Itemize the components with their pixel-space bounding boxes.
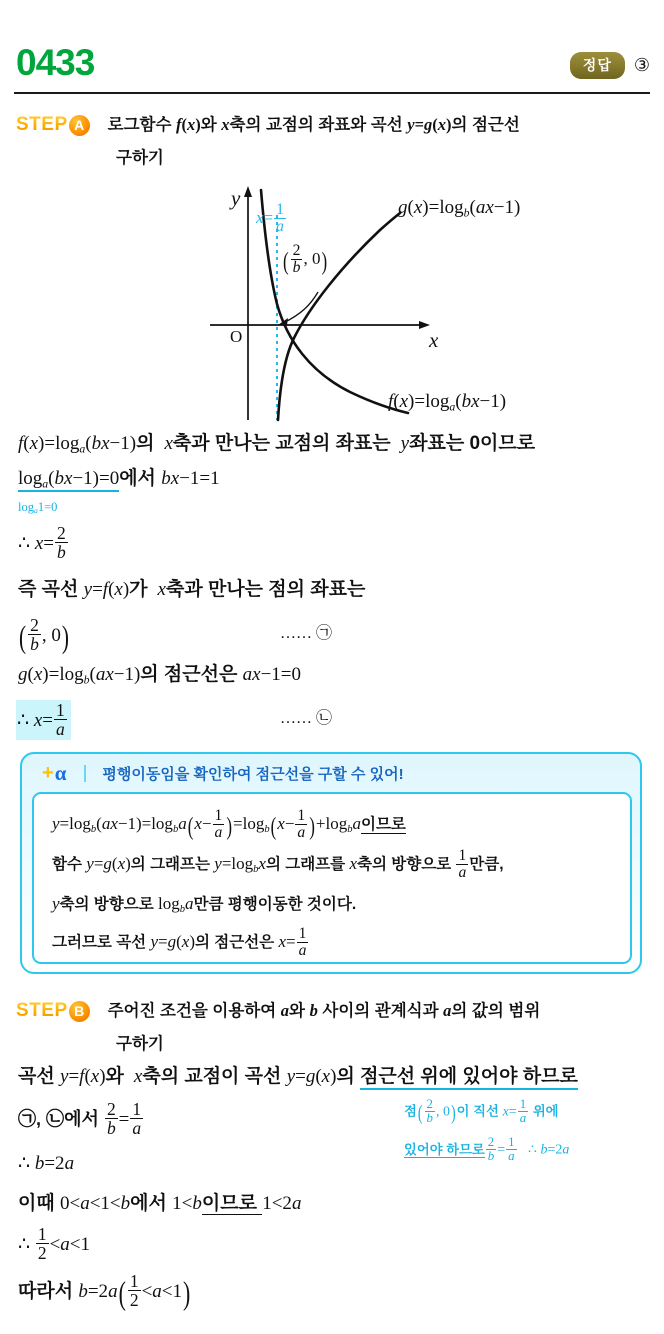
step-a-badge: A (69, 115, 90, 136)
stepB-side-note-line2: 있어야 하므로 $\frac{2}{b}$ = $\frac{1}{a}$ ∴ b=2a (404, 1135, 570, 1164)
plus-alpha-line-2: 함수 y=g(x)의 그래프는 $y=\log_bx$의 그래프를 x축의 방향으로 $\frac{1}{a}$ 만큼, (52, 847, 504, 882)
graph-curve-g-label: $g(x)=\log_b(ax-1)$ (398, 197, 521, 220)
stepA-line1-kr-c: 좌표는 0이므로 (409, 433, 536, 454)
sb-l1-d: 의 (336, 1066, 361, 1087)
sb-l6-a: 따라서 (18, 1281, 79, 1303)
step-b-title-pre: 주어진 조건을 이용하여 (107, 1002, 281, 1020)
pa-l4-a: 그러므로 곡선 (52, 934, 151, 952)
sb-l4-b: 에서 (130, 1193, 173, 1214)
stepA-line4-kr-c: 축과 만나는 점의 좌표는 (165, 579, 366, 600)
answer-badge: 정답 (570, 52, 625, 79)
sb-l1-underlined: 점근선 위에 있어야 하므로 (360, 1066, 578, 1090)
sb-l1-b: 와 (105, 1066, 130, 1087)
step-b-word: STEP (16, 1000, 68, 1022)
pa-l2-c: 의 그래프를 (265, 856, 350, 874)
page-header (0, 0, 664, 96)
stepA-line-5: ( $\frac{2}{b}$ , 0) (19, 615, 69, 656)
header-divider (14, 92, 650, 94)
step-a-title-line2: 구하기 (116, 149, 164, 167)
stepA-line-2: $\log_a(bx-1)=0$에서 bx−1=1 (18, 468, 220, 491)
step-b-heading (16, 998, 540, 1024)
stepA-line-1: $f(x)=\log_a(bx-1)$의 x축과 만나는 교점의 좌표는 y좌표는 0이므로 (18, 433, 536, 456)
stepA-ref-1: …… ㉠ (280, 625, 333, 642)
stepA-line1-kr-b: 축과 만나는 교점의 좌표는 (172, 433, 396, 454)
plus-alpha-header (22, 754, 640, 792)
stepA-line2-kr: 에서 (119, 468, 162, 489)
step-a-word: STEP (16, 114, 68, 136)
stepA-line6-kr: 의 점근선은 (140, 664, 243, 685)
plus-alpha-line1-tail: 이므로 (360, 816, 406, 834)
graph-curve-f-label: $f(x)=\log_a(bx-1)$ (388, 391, 507, 414)
plus-alpha-line-3: y축의 방향으로 $\log_ba$만큼 평행이동한 것이다. (52, 894, 357, 915)
pa-l2-d: 축의 방향으로 (357, 856, 456, 874)
stepB-line-1: 곡선 y=f(x)와 x축의 교점이 곡선 y=g(x)의 점근선 위에 있어야 하므로 (18, 1065, 578, 1089)
logarithm-graph-figure (190, 180, 600, 430)
sb-l4-a: 이때 (18, 1193, 60, 1214)
stepA-line1-kr-a: 의 (136, 433, 160, 454)
step-a-title: 로그함수 f(x)와 x축의 교점의 좌표와 곡선 y=g(x)의 점근선 (107, 115, 520, 134)
pa-l2-b: 의 그래프는 (130, 856, 215, 874)
stepA-note-log: $\log_a1=0$ (18, 500, 58, 516)
step-b-title: 주어진 조건을 이용하여 a와 b 사이의 관계식과 a의 값의 범위 (107, 1001, 541, 1020)
answer-group (570, 52, 650, 79)
graph-x-label: x (429, 328, 439, 352)
alpha-icon: α (54, 760, 67, 785)
sb-l4-c: 이므로 (201, 1193, 263, 1214)
plus-icon: + (42, 762, 54, 784)
plus-alpha-inner-panel (32, 792, 632, 964)
stepA-line-6: $g(x)=\log_b(ax-1)$의 점근선은 ax−1=0 (18, 664, 301, 687)
step-b-title-mid: 와 (289, 1002, 310, 1020)
stepA-line-7: ∴ x= $\frac{1}{a}$ (16, 700, 71, 740)
graph-y-label: y (231, 186, 241, 210)
stepA-line4-kr-b: 가 (129, 579, 153, 600)
sb-l1-a: 곡선 (18, 1066, 60, 1087)
step-a-heading (16, 112, 520, 138)
plus-alpha-title: 평행이동임을 확인하여 점근선을 구할 수 있어! (102, 765, 404, 783)
step-a-title-pre: 로그함수 (107, 116, 176, 134)
graph-point-label: ( $\frac{2}{b}$ , 0) (283, 242, 328, 277)
pa-l2-e: 만큼, (469, 856, 504, 874)
sb-l2-pre: ㉠, ㉡에서 (18, 1109, 104, 1130)
pa-l3-a: 축의 방향으로 (59, 896, 158, 913)
pa-l3-b: 만큼 평행이동한 것이다. (193, 896, 357, 913)
question-number: 0433 (16, 42, 95, 83)
stepB-line-2: ㉠, ㉡에서 $\frac{2}{b}$ = $\frac{1}{a}$ (18, 1099, 142, 1139)
y-axis-arrow (244, 186, 252, 197)
stepB-line-3: ∴ b=2a (18, 1153, 75, 1174)
stepA-line-4: 즉 곡선 y=f(x)가 x축과 만나는 점의 좌표는 (18, 579, 366, 600)
plus-alpha-box (20, 752, 642, 974)
step-a-title-mid2: 축의 교점의 좌표와 곡선 (229, 116, 408, 134)
stepB-line-5: ∴ $\frac{1}{2}$ <a<1 (18, 1224, 91, 1264)
step-b-title-line2: 구하기 (116, 1035, 164, 1053)
step-a-title-end: 의 점근선 (451, 116, 520, 134)
step-b-title-mid2: 사이의 관계식과 (317, 1002, 444, 1020)
graph-origin-label: O (230, 327, 243, 346)
pa-l2-a: 함수 (52, 856, 87, 874)
sb-l1-c: 축의 교점이 곡선 (142, 1066, 287, 1087)
stepA-line-3: ∴ x= $\frac{2}{b}$ (18, 523, 66, 563)
pa-l4-b: 의 점근선은 (194, 934, 279, 952)
stepB-line-4: 이때 0<a<1<b에서 1<b이므로 1<2a (18, 1193, 302, 1214)
plus-alpha-line-1: $y=\log_b(ax-1)=\log_ba(x-$ $\frac{1}{a}$ )$=\log_b(x-$ $\frac{1}{a}$ )$+\log_ba$이므로 (52, 807, 406, 842)
graph-asymptote-label: x= $\frac{1}{a}$ (256, 201, 284, 236)
plus-alpha-line-4: 그러므로 곡선 y=g(x)의 점근선은 x= $\frac{1}{a}$ (52, 925, 307, 960)
stepA-line4-kr-a: 즉 곡선 (18, 579, 84, 600)
stepA-line2-underlined: $\log_a(bx-1)=0$ (18, 468, 120, 491)
step-a-title-mid: 와 (200, 116, 222, 134)
answer-choice: ③ (633, 55, 650, 75)
stepB-line-6: 따라서 b=2a( $\frac{1}{2}$ <a<1) (18, 1271, 191, 1312)
stepB-side-note-line1: 점( $\frac{2}{b}$ , 0)이 직선 x= $\frac{1}{a}$ 위에 (404, 1097, 559, 1126)
step-b-title-end: 의 값의 범위 (451, 1002, 541, 1020)
stepA-ref-2: …… ㉡ (280, 710, 333, 727)
step-b-badge: B (69, 1001, 90, 1022)
plus-alpha-divider (84, 765, 86, 782)
